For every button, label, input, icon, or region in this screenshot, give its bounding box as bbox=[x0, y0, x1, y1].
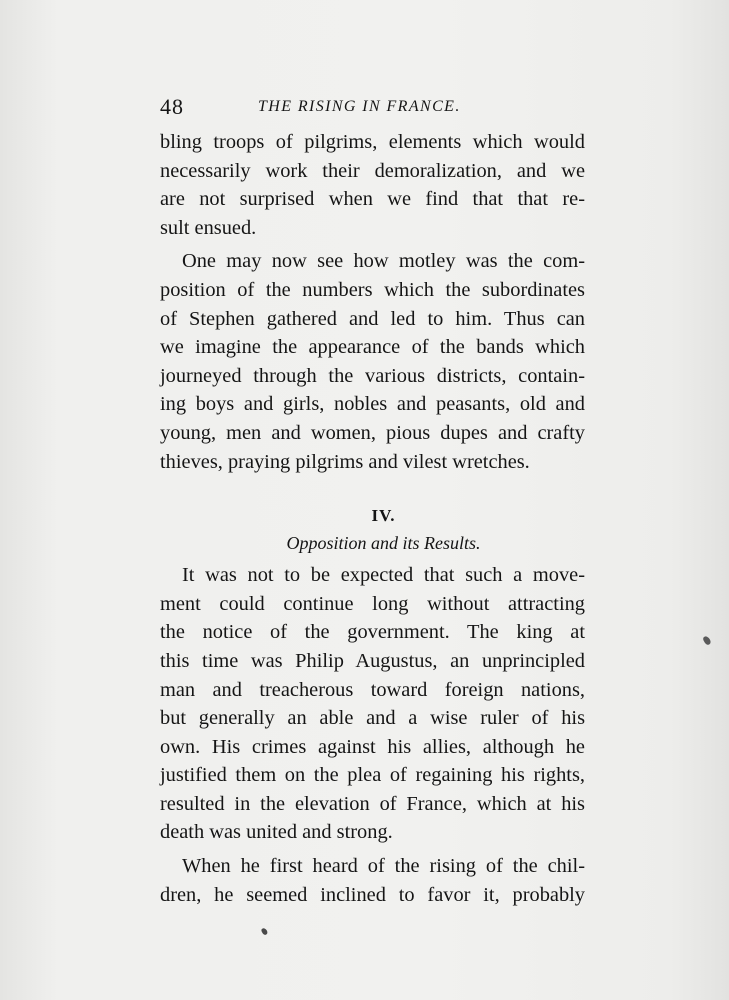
text-line: man and treacherous toward foreign nations, bbox=[160, 678, 585, 701]
text-block bbox=[160, 128, 585, 909]
paragraph-motley-composition bbox=[160, 247, 585, 476]
text-line: When he first heard of the rising of the chil- bbox=[182, 855, 585, 878]
text-line: justified them on the plea of regaining his rights, bbox=[160, 764, 585, 787]
text-line: young, men and women, pious dupes and crafty bbox=[160, 421, 585, 444]
ink-speck bbox=[261, 927, 269, 936]
ink-speck bbox=[702, 635, 712, 646]
text-line: thieves, praying pilgrims and vilest wretches. bbox=[160, 450, 530, 473]
section-title: Opposition and its Results. bbox=[286, 533, 481, 554]
text-line: death was united and strong. bbox=[160, 821, 393, 844]
text-line: resulted in the elevation of France, which at his bbox=[160, 792, 585, 815]
text-line: ing boys and girls, nobles and peasants, old and bbox=[160, 393, 585, 416]
paragraph-government bbox=[160, 561, 585, 847]
text-line: journeyed through the various districts, contain- bbox=[160, 364, 585, 387]
paragraph-king-reaction bbox=[160, 852, 585, 909]
text-line: we imagine the appearance of the bands which bbox=[160, 336, 585, 359]
text-line: necessarily work their demoralization, and we bbox=[160, 159, 585, 182]
text-line: of Stephen gathered and led to him. Thus can bbox=[160, 307, 585, 330]
text-line: are not surprised when we find that that re- bbox=[160, 188, 585, 211]
text-line: sult ensued. bbox=[160, 216, 257, 239]
text-line: position of the numbers which the subordinates bbox=[160, 278, 585, 301]
text-line: bling troops of pilgrims, elements which would bbox=[160, 131, 585, 153]
text-line: but generally an able and a wise ruler of his bbox=[160, 707, 585, 730]
running-head bbox=[160, 94, 600, 124]
running-title: THE RISING IN FRANCE. bbox=[258, 98, 461, 115]
page-number: 48 bbox=[160, 94, 184, 119]
section-number: IV. bbox=[371, 506, 396, 526]
text-line: this time was Philip Augustus, an unprincipled bbox=[160, 649, 585, 672]
text-line: the notice of the government. The king at bbox=[160, 621, 585, 644]
paragraph-continuation bbox=[160, 128, 585, 242]
text-line: It was not to be expected that such a move- bbox=[182, 564, 585, 587]
text-line: ment could continue long without attracting bbox=[160, 592, 585, 615]
text-line: own. His crimes against his allies, although he bbox=[160, 735, 585, 758]
text-line: One may now see how motley was the com- bbox=[182, 250, 585, 273]
text-line: dren, he seemed inclined to favor it, probably bbox=[160, 883, 585, 906]
